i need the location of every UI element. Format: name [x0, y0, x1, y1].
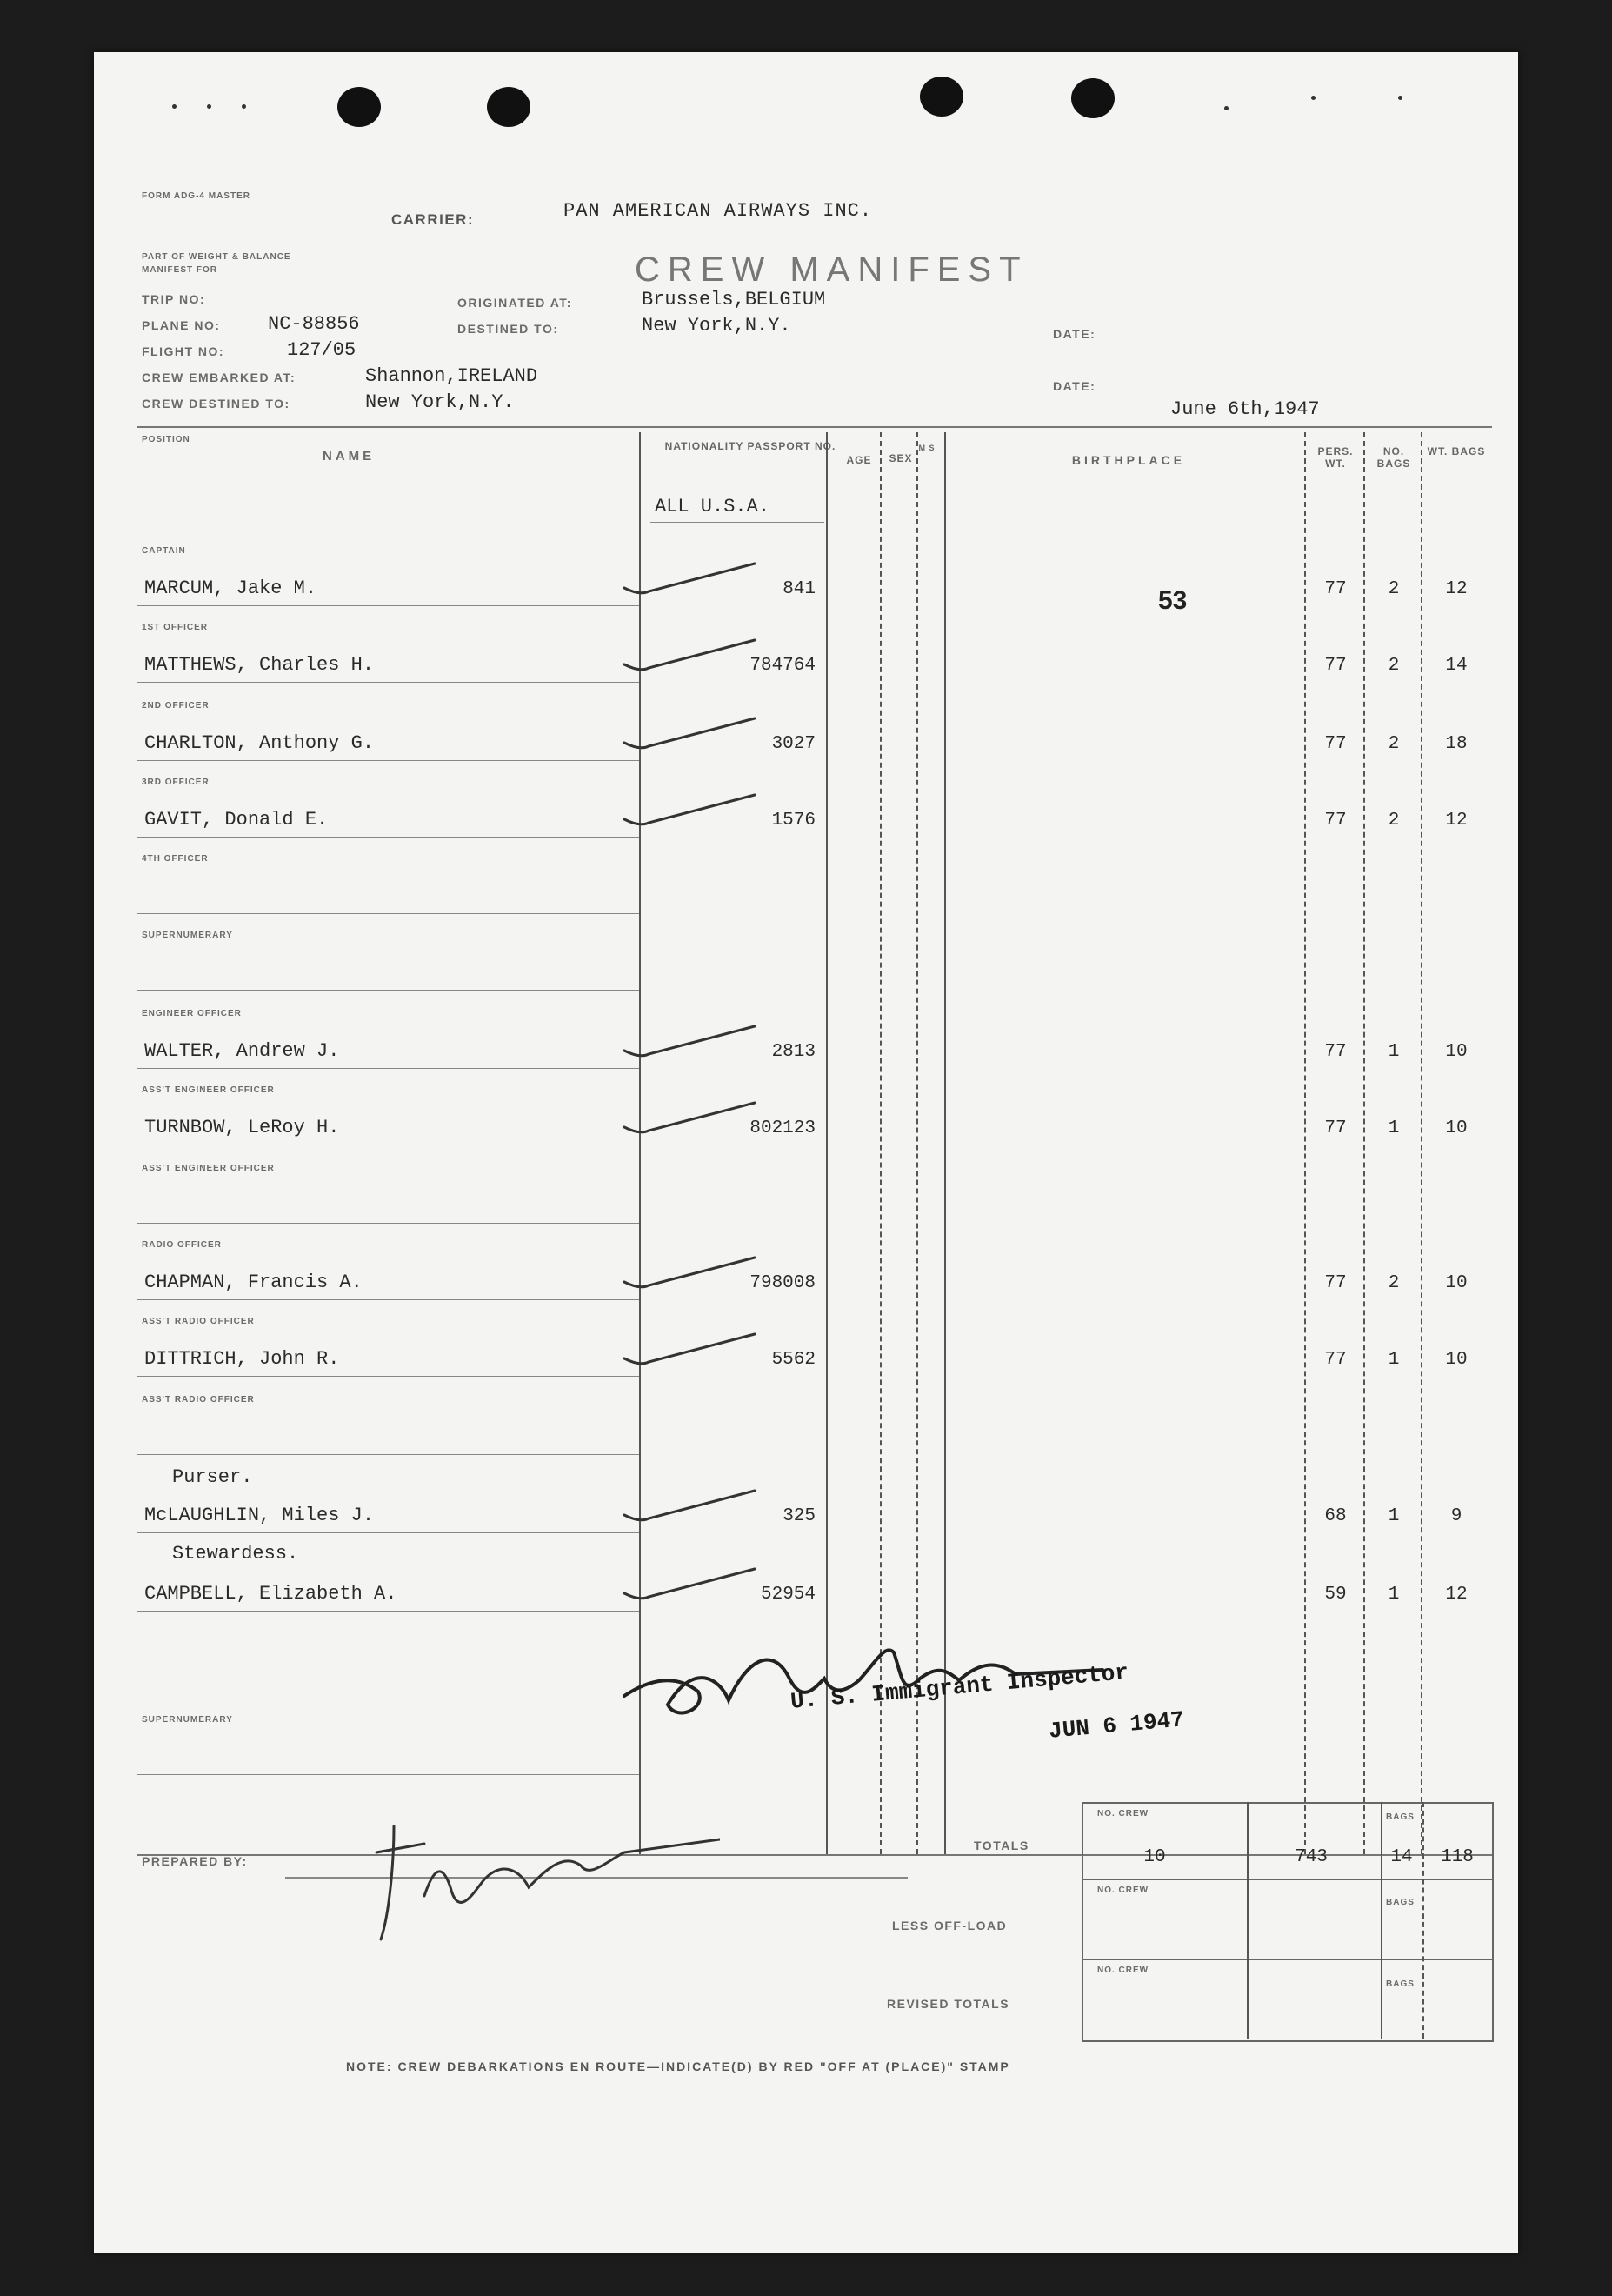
crew-name: DITTRICH, John R. [144, 1348, 340, 1370]
total-weight: 743 [1295, 1847, 1328, 1867]
embarked-value: Shannon,IRELAND [365, 365, 538, 387]
wt-bags: 18 [1445, 734, 1468, 754]
no-bags: 2 [1388, 1273, 1400, 1293]
row-position-label: 4TH OFFICER [142, 854, 209, 864]
birthplace-column-header: BIRTHPLACE [1071, 453, 1186, 467]
trip-no-label: TRIP NO: [142, 292, 206, 306]
crew-name: CAMPBELL, Elizabeth A. [144, 1583, 397, 1605]
passport-number: 798008 [749, 1273, 816, 1293]
destined-label: DESTINED TO: [457, 322, 559, 336]
no-bags: 2 [1388, 734, 1400, 754]
manifest-sheet [94, 52, 1518, 2253]
originated-value: Brussels,BELGIUM [642, 289, 826, 310]
date-value: June 6th,1947 [1170, 398, 1320, 420]
name-column-header: NAME [323, 449, 376, 464]
originated-label: ORIGINATED AT: [457, 296, 572, 310]
passport-number: 52954 [760, 1585, 816, 1605]
crew-destined-value: New York,N.Y. [365, 391, 515, 413]
perforation-dot [242, 104, 246, 109]
row-line [137, 1774, 639, 1775]
row-line [137, 837, 639, 838]
pers-weight: 77 [1324, 1042, 1347, 1062]
row-line [137, 1376, 639, 1377]
pers-weight: 77 [1324, 811, 1347, 831]
age-column-header: AGE [846, 454, 872, 466]
passport-number: 802123 [749, 1118, 816, 1138]
crew-name: GAVIT, Donald E. [144, 809, 329, 831]
row-line [137, 1611, 639, 1612]
totals-label: TOTALS [974, 1839, 1029, 1852]
part-of-label: PART OF WEIGHT & BALANCE [142, 252, 291, 262]
inspector-stamp-line2: JUN 6 1947 [1048, 1706, 1186, 1745]
wt-bags: 10 [1445, 1118, 1468, 1138]
flight-no-label: FLIGHT NO: [142, 344, 225, 358]
totals-divider [1422, 1802, 1424, 2039]
row-position-label: 3RD OFFICER [142, 778, 210, 787]
row-position-label: ASS'T RADIO OFFICER [142, 1395, 255, 1405]
perforation-dot [1398, 96, 1402, 100]
nationality-note: ALL U.S.A. [655, 496, 770, 517]
row-position-label: 2ND OFFICER [142, 701, 210, 711]
crew-name: McLAUGHLIN, Miles J. [144, 1505, 375, 1526]
preparer-signature [372, 1792, 720, 1948]
passport-number: 2813 [771, 1042, 816, 1062]
sex-column-header: SEX [889, 452, 913, 464]
pers-weight: 59 [1324, 1585, 1347, 1605]
bags-label: BAGS [1386, 1812, 1415, 1822]
punch-hole [487, 87, 530, 127]
flight-no-value: 127/05 [287, 339, 356, 361]
perforation-dot [1224, 106, 1229, 110]
carrier-label: CARRIER: [391, 211, 475, 228]
pers-weight: 77 [1324, 579, 1347, 599]
row-line [137, 1454, 639, 1455]
no-bags: 2 [1388, 656, 1400, 676]
wt-bags: 12 [1445, 811, 1468, 831]
pers-weight: 77 [1324, 1350, 1347, 1370]
wt-bags: 10 [1445, 1350, 1468, 1370]
prepared-by-label: PREPARED BY: [142, 1854, 248, 1868]
no-crew-label: NO. CREW [1097, 1886, 1149, 1895]
pers-weight: 77 [1324, 734, 1347, 754]
row-line [137, 1223, 639, 1224]
row-position-label: ENGINEER OFFICER [142, 1009, 242, 1018]
row-position-label: Stewardess. [172, 1543, 299, 1565]
plane-no-label: PLANE NO: [142, 318, 221, 332]
crew-name: WALTER, Andrew J. [144, 1040, 340, 1062]
total-no-crew: 10 [1143, 1847, 1166, 1867]
passport-number: 325 [783, 1506, 816, 1526]
total-wt-bags: 118 [1441, 1847, 1474, 1867]
passport-number: 1576 [771, 811, 816, 831]
no-bags: 1 [1388, 1118, 1400, 1138]
date-label-2: DATE: [1053, 379, 1096, 393]
grid-line [1363, 432, 1365, 1854]
wt-bags: 12 [1445, 1585, 1468, 1605]
embarked-label: CREW EMBARKED AT: [142, 370, 296, 384]
perforation-dot [207, 104, 211, 109]
punch-hole [337, 87, 381, 127]
bags-label: BAGS [1386, 1898, 1415, 1907]
date-label-1: DATE: [1053, 327, 1096, 341]
wt-bags: 14 [1445, 656, 1468, 676]
no-crew-label: NO. CREW [1097, 1809, 1149, 1819]
crew-name: MATTHEWS, Charles H. [144, 654, 375, 676]
crew-name: MARCUM, Jake M. [144, 577, 317, 599]
row-line [137, 1068, 639, 1069]
row-position-label: SUPERNUMERARY [142, 1715, 233, 1725]
birthplace-note: 53 [1158, 586, 1188, 615]
row-line [137, 990, 639, 991]
wt-bags: 9 [1450, 1506, 1462, 1526]
no-crew-label: NO. CREW [1097, 1966, 1149, 1975]
row-position-label: CAPTAIN [142, 546, 186, 556]
perforation-dot [172, 104, 177, 109]
passport-number: 3027 [771, 734, 816, 754]
crew-destined-label: CREW DESTINED TO: [142, 397, 290, 410]
crew-name: TURNBOW, LeRoy H. [144, 1117, 340, 1138]
footer-note: NOTE: CREW DEBARKATIONS EN ROUTE—INDICATE(D) BY RED "OFF AT (PLACE)" STAMP [346, 2059, 1010, 2073]
row-position-label: ASS'T ENGINEER OFFICER [142, 1085, 275, 1095]
no-bags: 1 [1388, 1585, 1400, 1605]
less-offload-label: LESS OFF-LOAD [892, 1919, 1008, 1932]
row-line [137, 913, 639, 914]
row-position-label: ASS'T ENGINEER OFFICER [142, 1164, 275, 1173]
plane-no-value: NC-88856 [268, 313, 360, 335]
punch-hole [1071, 78, 1115, 118]
revised-totals-label: REVISED TOTALS [887, 1997, 1010, 2011]
ms-column-header: M S [918, 444, 936, 452]
note-underline [650, 522, 824, 523]
bags-label: BAGS [1386, 1979, 1415, 1989]
row-line [137, 1532, 639, 1533]
row-position-label: SUPERNUMERARY [142, 931, 233, 940]
row-position-label: Purser. [172, 1466, 253, 1488]
passport-number: 5562 [771, 1350, 816, 1370]
pers-weight: 68 [1324, 1506, 1347, 1526]
pers-wt-column-header: PERS. WT. [1317, 445, 1354, 470]
totals-divider [1381, 1802, 1382, 2039]
no-bags-column-header: NO. BAGS [1376, 445, 1411, 470]
manifest-for-label: MANIFEST FOR [142, 265, 217, 275]
totals-divider [1247, 1802, 1249, 2039]
pers-weight: 77 [1324, 1273, 1347, 1293]
row-line [137, 682, 639, 683]
no-bags: 2 [1388, 579, 1400, 599]
wt-bags: 10 [1445, 1042, 1468, 1062]
destined-value: New York,N.Y. [642, 315, 791, 337]
totals-divider [1082, 1959, 1492, 1960]
no-bags: 1 [1388, 1350, 1400, 1370]
row-position-label: 1ST OFFICER [142, 623, 209, 632]
no-bags: 1 [1388, 1506, 1400, 1526]
row-line [137, 760, 639, 761]
form-code: FORM ADG-4 MASTER [142, 191, 250, 201]
page-title: CREW MANIFEST [635, 250, 1029, 289]
passport-number: 841 [783, 579, 816, 599]
no-bags: 1 [1388, 1042, 1400, 1062]
crew-name: CHAPMAN, Francis A. [144, 1271, 363, 1293]
no-bags: 2 [1388, 811, 1400, 831]
crew-name: CHARLTON, Anthony G. [144, 732, 375, 754]
grid-line [1304, 432, 1306, 1854]
row-line [137, 1299, 639, 1300]
position-column-header: POSITION [142, 435, 190, 444]
row-line [137, 605, 639, 606]
row-position-label: RADIO OFFICER [142, 1240, 222, 1250]
wt-bags: 12 [1445, 579, 1468, 599]
nationality-column-header: NATIONALITY PASSPORT NO. [664, 440, 836, 452]
inspector-stamp-line1: U. S. Immigrant Inspector [789, 1659, 1130, 1715]
pers-weight: 77 [1324, 1118, 1347, 1138]
carrier-value: PAN AMERICAN AIRWAYS INC. [563, 200, 873, 222]
wt-bags-column-header: WT. BAGS [1427, 445, 1486, 457]
passport-number: 784764 [749, 656, 816, 676]
table-top-border [137, 426, 1492, 428]
totals-box [1082, 1802, 1494, 2042]
totals-divider [1082, 1879, 1492, 1880]
total-bags: 14 [1390, 1847, 1413, 1867]
wt-bags: 10 [1445, 1273, 1468, 1293]
perforation-dot [1311, 96, 1316, 100]
row-position-label: ASS'T RADIO OFFICER [142, 1317, 255, 1326]
punch-hole [920, 77, 963, 117]
pers-weight: 77 [1324, 656, 1347, 676]
grid-line [1421, 432, 1422, 1854]
